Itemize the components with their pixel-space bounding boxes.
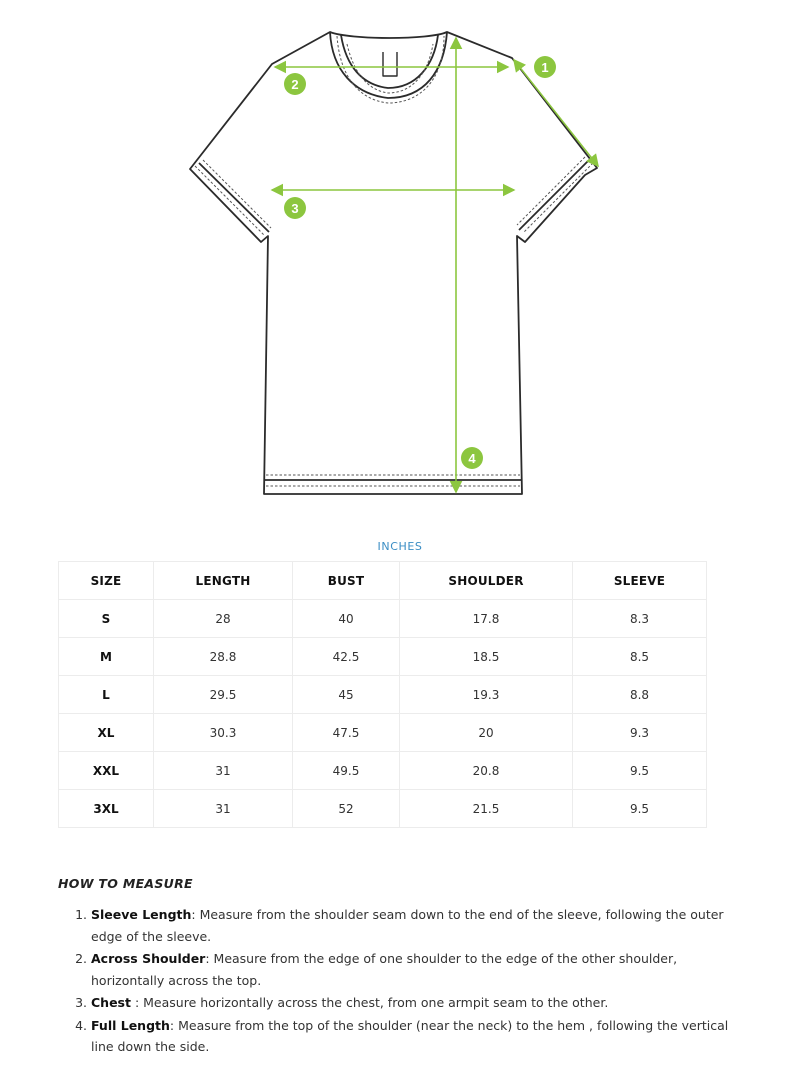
- bust-cell: 47.5: [293, 714, 400, 752]
- term-separator: :: [130, 995, 144, 1010]
- instruction-term: Full Length: [91, 1017, 170, 1033]
- column-header-bust: BUST: [293, 562, 400, 600]
- length-cell: 31: [154, 790, 293, 828]
- length-cell: 31: [154, 752, 293, 790]
- column-header-length: LENGTH: [154, 562, 293, 600]
- unit-label: INCHES: [377, 540, 423, 553]
- instruction-term: Chest: [91, 995, 131, 1010]
- instruction-text: Measure from the top of the shoulder (near the neck) to the hem , following the vertical line down the side.: [91, 1017, 729, 1054]
- sleeve-cell: 9.5: [573, 752, 707, 790]
- table-row: [59, 752, 707, 790]
- table-row: [59, 790, 707, 828]
- shoulder-cell: 18.5: [400, 638, 573, 676]
- length-cell: 28: [154, 600, 293, 638]
- table-row: [59, 714, 707, 752]
- marker-badge-2: [284, 73, 306, 95]
- shoulder-cell: 17.8: [400, 600, 573, 638]
- list-item: [91, 948, 731, 991]
- table-row: [59, 638, 707, 676]
- size-cell: XL: [59, 714, 154, 752]
- sleeve-cell: 9.3: [573, 714, 707, 752]
- term-separator: :: [205, 951, 214, 966]
- marker-badge-3: [284, 197, 306, 219]
- instruction-term: Across Shoulder: [91, 951, 206, 966]
- size-cell: XXL: [59, 752, 154, 790]
- list-item: [91, 904, 731, 947]
- svg-text:2: 2: [291, 77, 299, 92]
- column-header-size: SIZE: [59, 562, 154, 600]
- column-header-sleeve: SLEEVE: [573, 562, 707, 600]
- shoulder-cell: 20.8: [400, 752, 573, 790]
- svg-text:3: 3: [291, 201, 299, 216]
- table-row: [59, 600, 707, 638]
- instruction-text: Measure horizontally across the chest, from one armpit seam to the other.: [143, 995, 609, 1010]
- length-cell: 29.5: [154, 676, 293, 714]
- measurement-instructions: [58, 904, 731, 1059]
- size-chart-table: [58, 561, 707, 828]
- size-cell: M: [59, 638, 154, 676]
- tshirt-measurement-diagram: [0, 0, 800, 510]
- column-header-shoulder: SHOULDER: [400, 562, 573, 600]
- list-item: [91, 992, 731, 1014]
- bust-cell: 49.5: [293, 752, 400, 790]
- bust-cell: 45: [293, 676, 400, 714]
- marker-badge-4: [461, 447, 483, 469]
- size-cell: L: [59, 676, 154, 714]
- bust-cell: 40: [293, 600, 400, 638]
- size-cell: S: [59, 600, 154, 638]
- tshirt-outline: [190, 32, 597, 494]
- sleeve-cell: 9.5: [573, 790, 707, 828]
- how-to-measure-title: HOW TO MEASURE: [58, 876, 193, 891]
- size-cell: 3XL: [59, 790, 154, 828]
- bust-cell: 52: [293, 790, 400, 828]
- term-separator: :: [169, 1017, 179, 1033]
- sleeve-cell: 8.8: [573, 676, 707, 714]
- table-header-row: [59, 562, 707, 600]
- marker-badge-1: [534, 56, 556, 78]
- length-cell: 30.3: [154, 714, 293, 752]
- term-separator: :: [191, 907, 200, 922]
- list-item: [91, 1015, 731, 1058]
- svg-text:4: 4: [468, 451, 476, 466]
- sleeve-cell: 8.5: [573, 638, 707, 676]
- shoulder-cell: 19.3: [400, 676, 573, 714]
- length-cell: 28.8: [154, 638, 293, 676]
- sleeve-cell: 8.3: [573, 600, 707, 638]
- bust-cell: 42.5: [293, 638, 400, 676]
- shoulder-cell: 20: [400, 714, 573, 752]
- table-row: [59, 676, 707, 714]
- shoulder-cell: 21.5: [400, 790, 573, 828]
- svg-text:1: 1: [541, 60, 549, 75]
- instruction-text: Measure from the edge of one shoulder to the edge of the other shoulder, horizontally across the top.: [91, 951, 678, 988]
- instruction-text: Measure from the shoulder seam down to the end of the sleeve, following the outer edge of the sleeve.: [91, 907, 724, 944]
- instruction-term: Sleeve Length: [91, 907, 192, 922]
